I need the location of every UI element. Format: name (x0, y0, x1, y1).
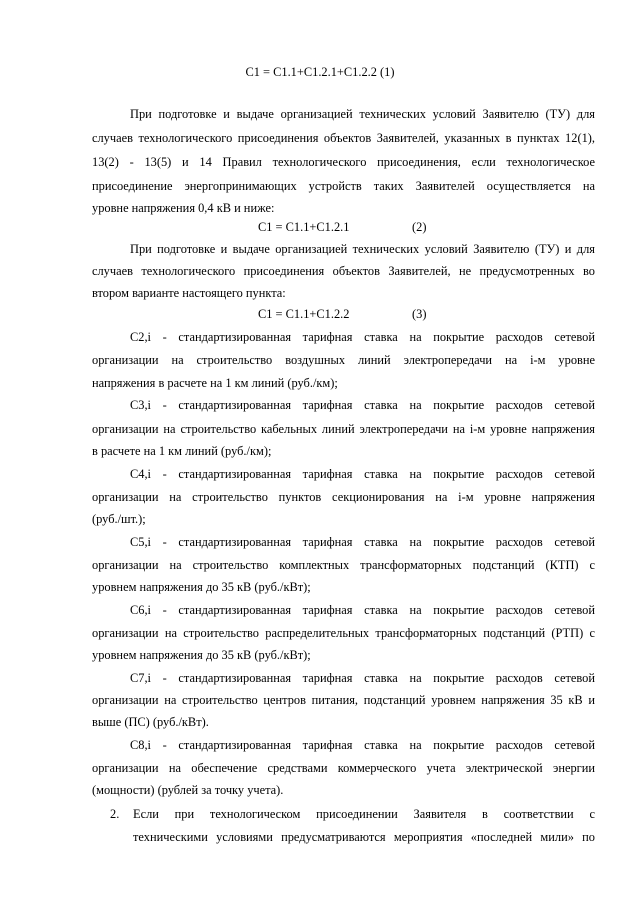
definition-line: организации на строительство кабельных линий электропередачи на i-м уровне напряжения (92, 422, 595, 436)
definition-line: организации на строительство пунктов секционирования на i-м уровне напряжения (92, 490, 595, 504)
formula-3-number: (3) (412, 307, 427, 321)
definition-line: организации на строительство воздушных линий электропередачи на i-м уровне (92, 353, 595, 367)
definition-line: организации на строительство распределительных трансформаторных подстанций (РТП) с (92, 626, 595, 640)
paragraph-line: случаев технологического присоединения объектов Заявителей, указанных в пунктах 12(1), (92, 131, 595, 145)
definition-line: C2,i - стандартизированная тарифная ставка на покрытие расходов сетевой (130, 330, 595, 344)
formula-3-expression: C1 = C1.1+C1.2.2 (258, 307, 350, 321)
definition-line: уровнем напряжения до 35 кВ (руб./кВт); (92, 580, 311, 594)
formula-2-expression: C1 = C1.1+C1.2.1 (258, 220, 350, 234)
paragraph-line: При подготовке и выдаче организацией технических условий Заявителю (ТУ) и для (130, 242, 595, 256)
definition-line: организации на обеспечение средствами коммерческого учета электрической энергии (92, 761, 595, 775)
paragraph-line: уровне напряжения 0,4 кВ и ниже: (92, 201, 275, 215)
definition-line: C3,i - стандартизированная тарифная ставка на покрытие расходов сетевой (130, 398, 595, 412)
paragraph-line: присоединение энергопринимающих устройств таких Заявителей осуществляется на (92, 179, 595, 193)
list-item-number: 2. (110, 807, 120, 821)
definition-line: в расчете на 1 км линий (руб./км); (92, 444, 272, 458)
definition-line: организации на строительство комплектных трансформаторных подстанций (КТП) с (92, 558, 595, 572)
definition-line: уровнем напряжения до 35 кВ (руб./кВт); (92, 648, 311, 662)
definition-line: выше (ПС) (руб./кВт). (92, 715, 209, 729)
paragraph-line: втором варианте настоящего пункта: (92, 286, 286, 300)
list-item-line: техническими условиями предусматриваются мероприятия «последней мили» по (133, 830, 595, 844)
definition-line: C8,i - стандартизированная тарифная ставка на покрытие расходов сетевой (130, 738, 595, 752)
definition-line: C5,i - стандартизированная тарифная ставка на покрытие расходов сетевой (130, 535, 595, 549)
definition-line: C7,i - стандартизированная тарифная ставка на покрытие расходов сетевой (130, 671, 595, 685)
paragraph-line: случаев технологического присоединения объектов Заявителей, не предусмотренных во (92, 264, 595, 278)
paragraph-line: 13(2) - 13(5) и 14 Правил технологического присоединения, если технологическое (92, 155, 595, 169)
formula-1: C1 = C1.1+C1.2.1+C1.2.2 (1) (245, 65, 395, 79)
definition-line: напряжения в расчете на 1 км линий (руб./км); (92, 376, 338, 390)
definition-line: организации на строительство центров питания, подстанций уровнем напряжения 35 кВ и (92, 693, 595, 707)
list-item-line: Если при технологическом присоединении Заявителя в соответствии с (133, 807, 595, 821)
paragraph-line: При подготовке и выдаче организацией технических условий Заявителю (ТУ) для (130, 107, 595, 121)
definition-line: (мощности) (рублей за точку учета). (92, 783, 284, 797)
definition-line: C6,i - стандартизированная тарифная ставка на покрытие расходов сетевой (130, 603, 595, 617)
definition-line: (руб./шт.); (92, 512, 146, 526)
formula-2-number: (2) (412, 220, 427, 234)
definition-line: C4,i - стандартизированная тарифная ставка на покрытие расходов сетевой (130, 467, 595, 481)
